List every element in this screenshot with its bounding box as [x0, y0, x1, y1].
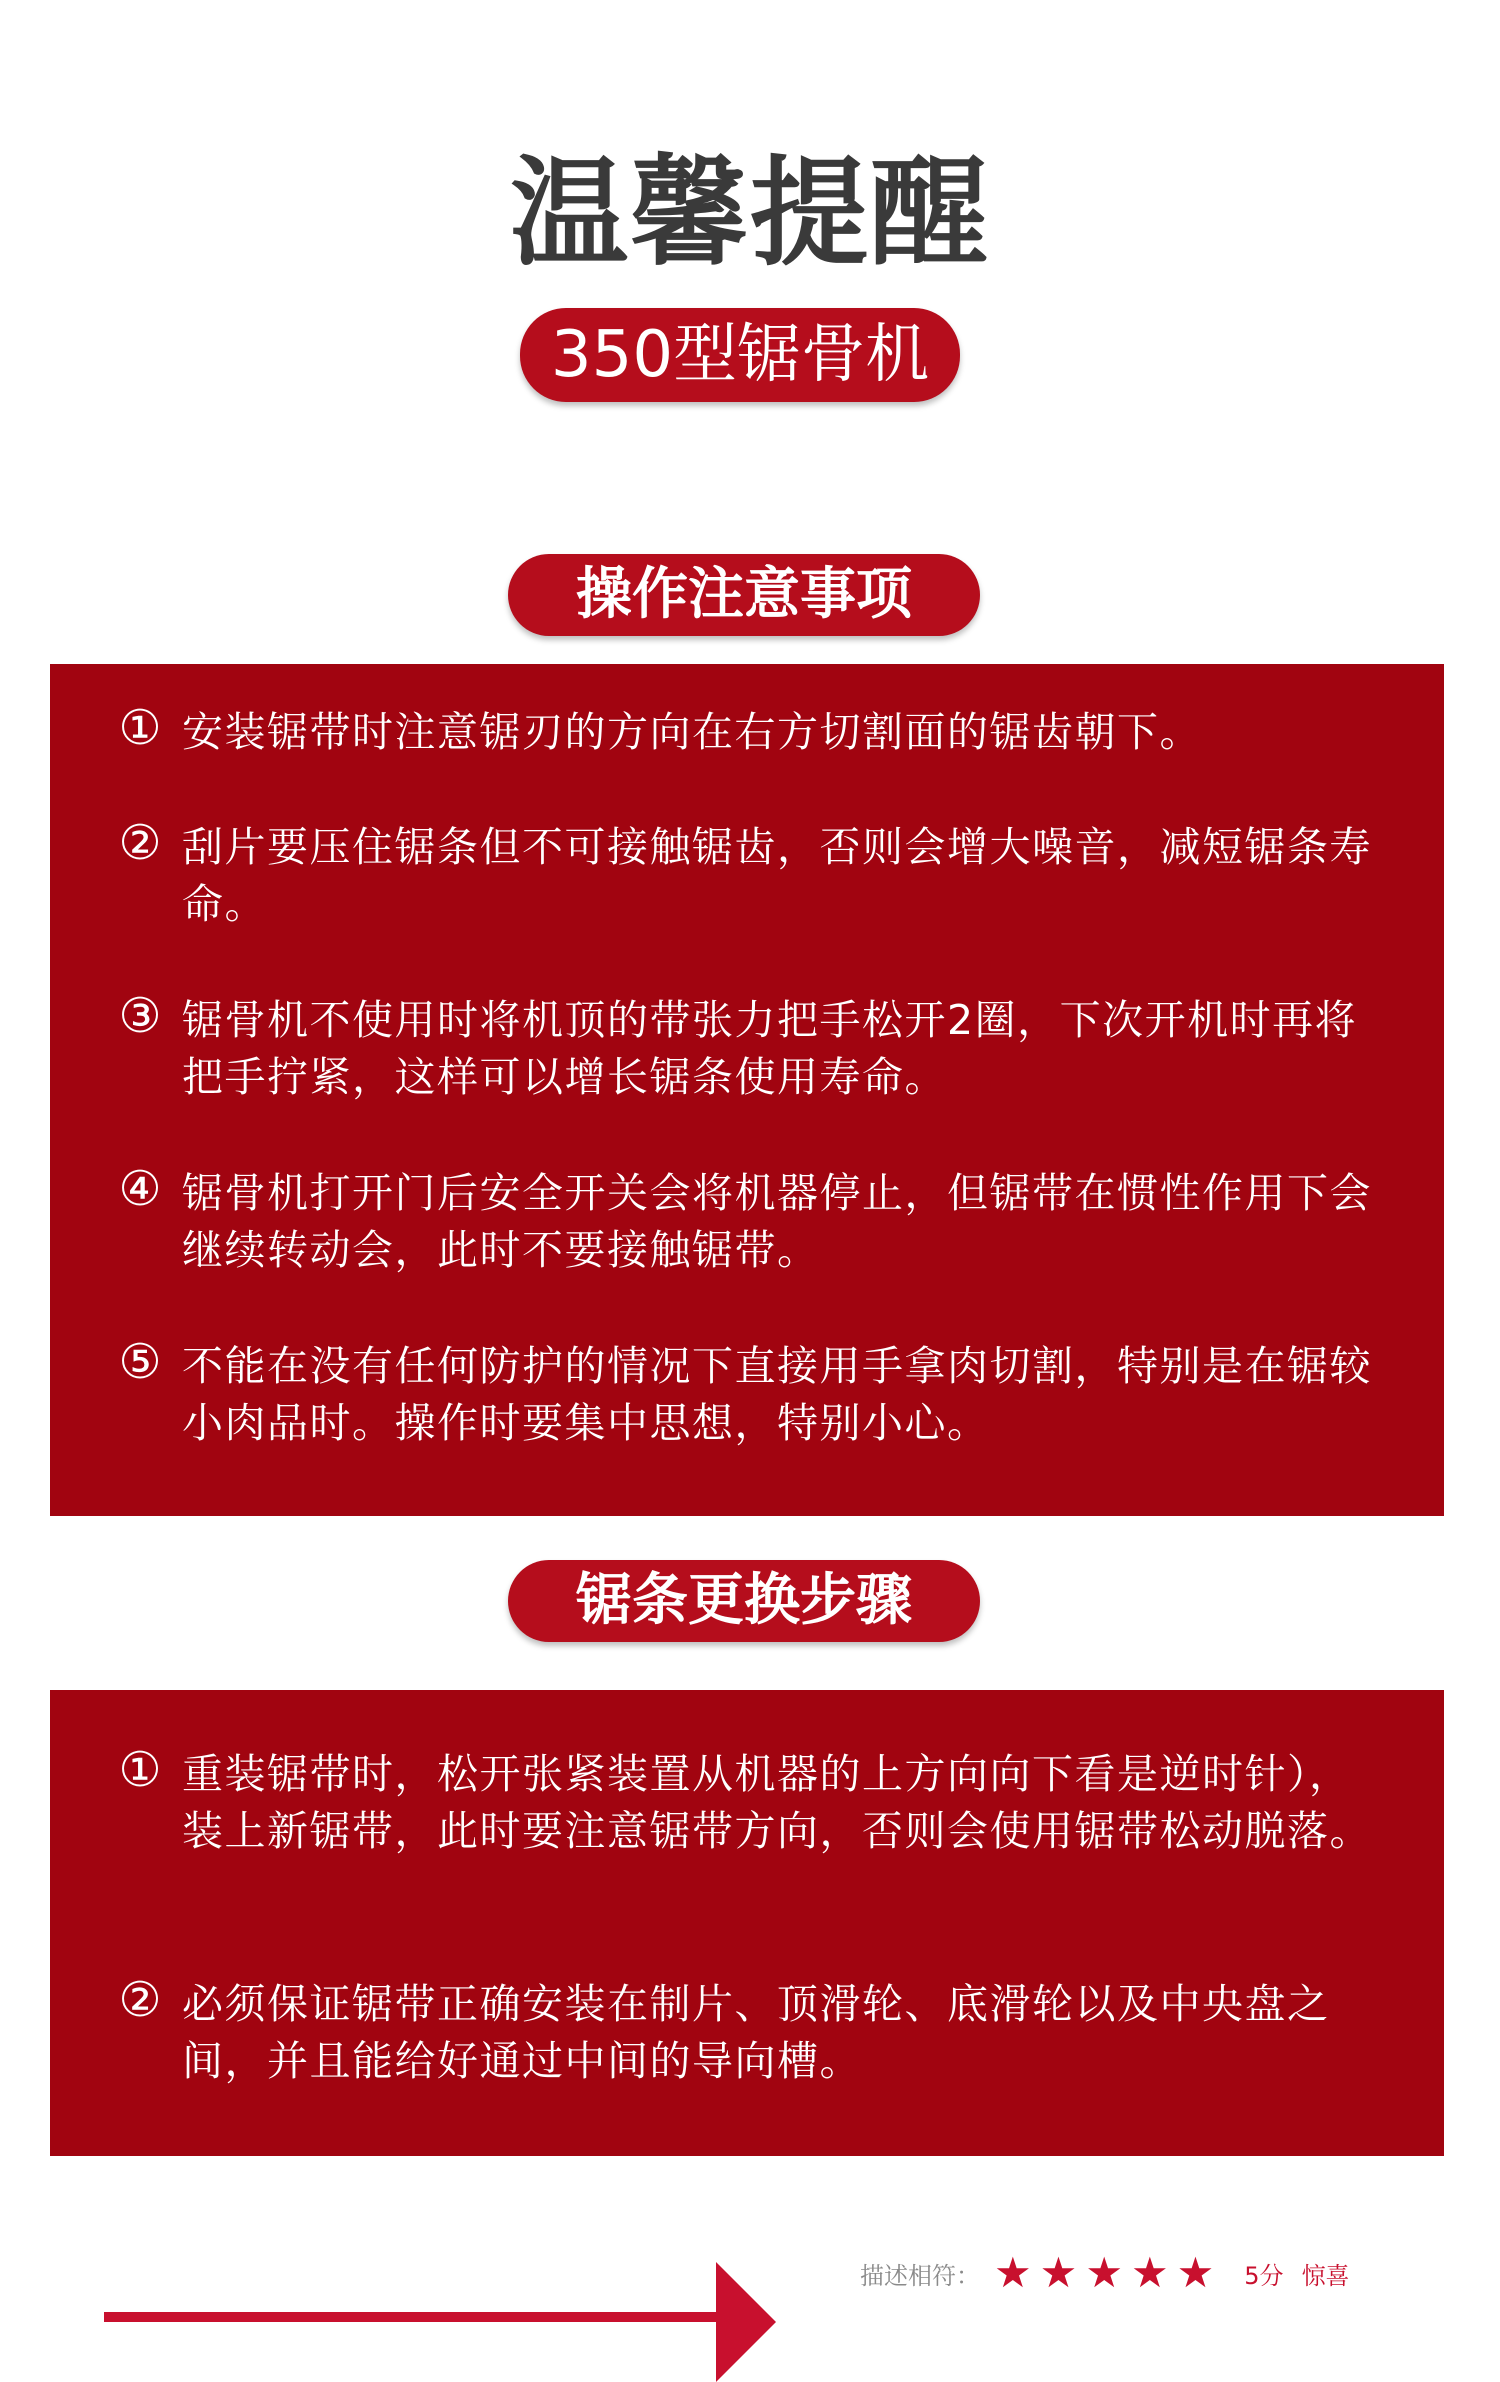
item-text: 锯骨机打开门后安全开关会将机器停止，但锯带在惯性作用下会继续转动会，此时不要接触锯带。	[182, 1169, 1372, 1274]
item-number: ④	[118, 1161, 162, 1217]
item-text: 必须保证锯带正确安装在制片、顶滑轮、底滑轮以及中央盘之间，并且能给好通过中间的导向槽。	[182, 1980, 1330, 2085]
item-text: 刮片要压住锯条但不可接触锯齿，否则会增大噪音，减短锯条寿命。	[182, 823, 1372, 928]
list-item	[110, 1161, 1410, 1279]
rating-row	[860, 2248, 1400, 2298]
item-number: ①	[118, 700, 162, 756]
rating-note: 惊喜	[1301, 2261, 1350, 2290]
operation-notes-panel	[50, 664, 1444, 1516]
star-icon: ★	[994, 2248, 1032, 2297]
item-number: ②	[118, 1972, 162, 2028]
arrow-right-icon	[716, 2262, 776, 2382]
item-number: ②	[118, 815, 162, 871]
section-title-replacement: 锯条更换步骤	[508, 1560, 980, 1642]
list-item	[110, 1742, 1410, 1860]
rating-score: 5分	[1244, 2261, 1284, 2290]
item-number: ③	[118, 988, 162, 1044]
list-item	[110, 1334, 1410, 1452]
item-text: 不能在没有任何防护的情况下直接用手拿肉切割，特别是在锯较小肉品时。操作时要集中思想，特别小心。	[182, 1342, 1372, 1447]
item-number: ①	[118, 1742, 162, 1798]
item-number: ⑤	[118, 1334, 162, 1390]
replacement-steps-panel	[50, 1690, 1444, 2156]
list-item	[110, 988, 1410, 1106]
item-text: 重装锯带时，松开张紧装置从机器的上方向向下看是逆时针），装上新锯带，此时要注意锯带方向，否则会使用锯带松动脱落。	[182, 1750, 1372, 1855]
rating-label: 描述相符：	[860, 2261, 980, 2290]
section-title-operation: 操作注意事项	[508, 554, 980, 636]
list-item	[110, 815, 1410, 933]
star-icon: ★	[1176, 2248, 1215, 2297]
item-text: 安装锯带时注意锯刃的方向在右方切割面的锯齿朝下。	[182, 708, 1202, 756]
star-icon: ★	[1085, 2248, 1123, 2297]
page-title: 温馨提醒	[509, 143, 990, 282]
model-badge: 350型锯骨机	[520, 308, 960, 402]
list-item	[110, 1972, 1410, 2090]
star-icon: ★	[1130, 2248, 1169, 2297]
arrow-bar	[104, 2312, 724, 2322]
item-text: 锯骨机不使用时将机顶的带张力把手松开2圈，下次开机时再将把手拧紧，这样可以增长锯条使用寿命。	[182, 996, 1358, 1101]
star-icon: ★	[1039, 2248, 1078, 2297]
list-item	[110, 700, 1410, 761]
